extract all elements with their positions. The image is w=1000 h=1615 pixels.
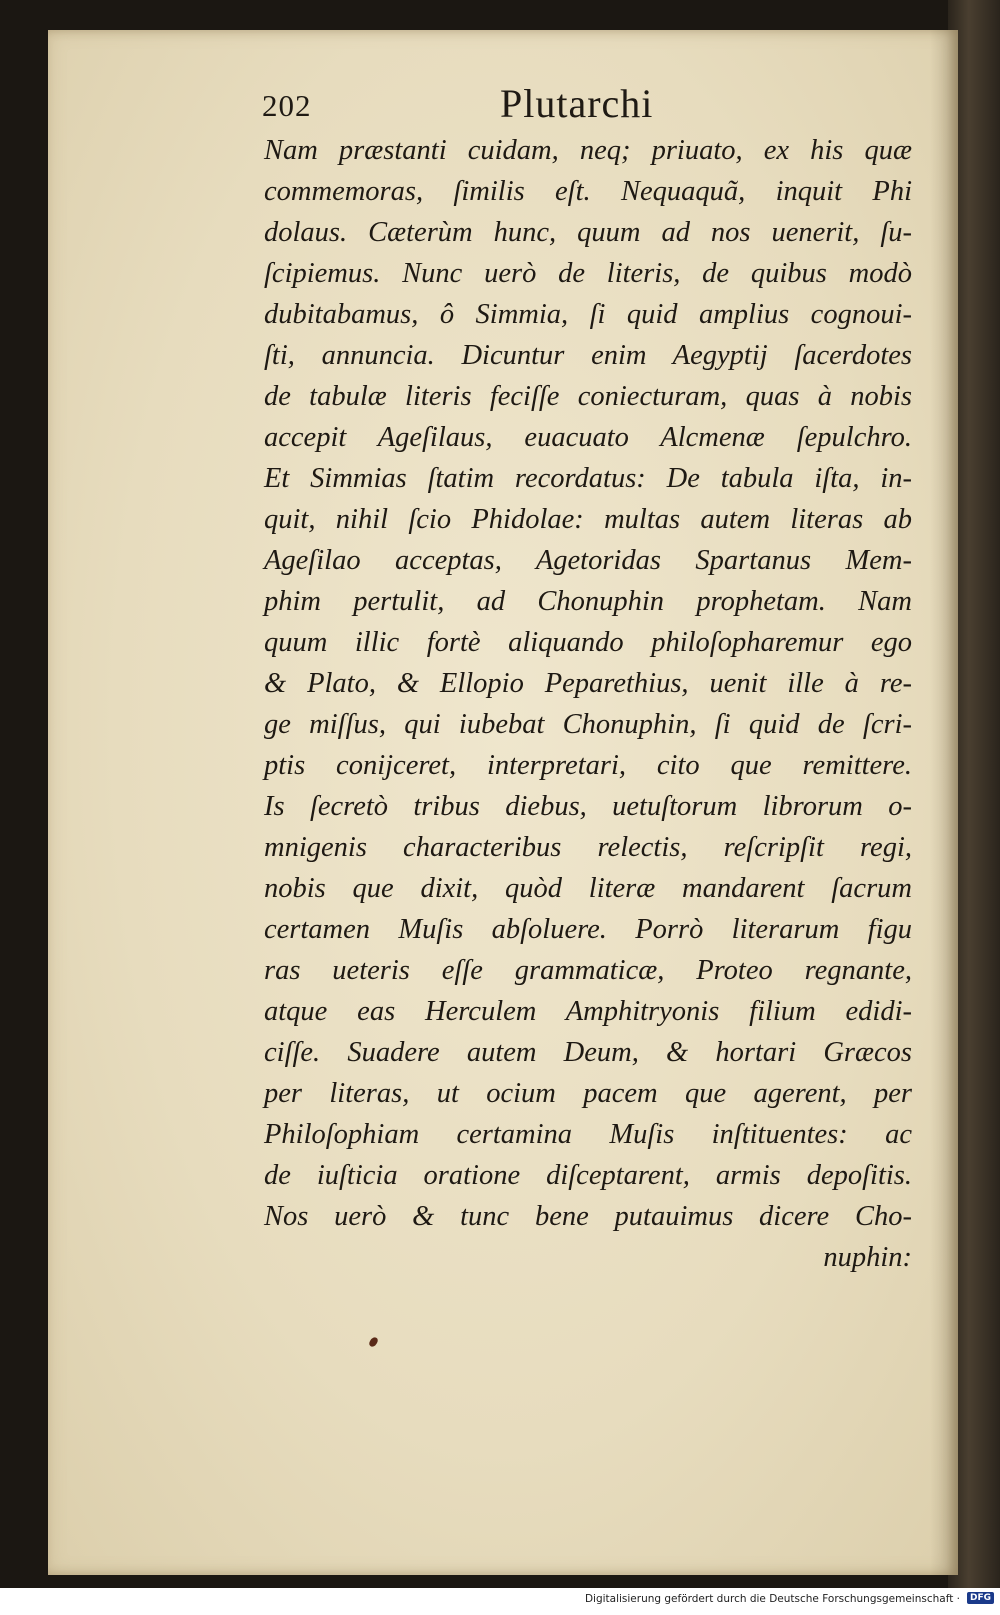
text-line: dolaus. Cæterùm hunc, quum ad nos uenerit, ſu- — [264, 217, 912, 248]
text-line: certamen Muſis abſoluere. Porrò literarum figu — [264, 914, 912, 945]
text-line: ciſſe. Suadere autem Deum, & hortari Græcos — [264, 1037, 912, 1068]
text-line: ſti, annuncia. Dicuntur enim Aegyptij ſacerdotes — [264, 340, 912, 371]
text-line: Ageſilao acceptas, Agetoridas Spartanus Mem- — [264, 545, 912, 576]
text-line: de tabulæ literis feciſſe coniecturam, quas à nobis — [264, 381, 912, 412]
text-line: Philoſophiam certamina Muſis inſtituentes: ac — [264, 1119, 912, 1150]
text-line: ſcipiemus. Nunc uerò de literis, de quibus modò — [264, 258, 912, 289]
text-line: mnigenis characteribus relectis, reſcripſit regi, — [264, 832, 912, 863]
text-line: per literas, ut ocium pacem que agerent, per — [264, 1078, 912, 1109]
text-line: Et Simmias ſtatim recordatus: De tabula iſta, in- — [264, 463, 912, 494]
text-line: dubitabamus, ô Simmia, ſi quid amplius cognoui- — [264, 299, 912, 330]
text-line: atque eas Herculem Amphitryonis filium edidi- — [264, 996, 912, 1027]
text-line: quit, nihil ſcio Phidolae: multas autem literas ab — [264, 504, 912, 535]
text-line: quum illic fortè aliquando philoſopharemur ego — [264, 627, 912, 658]
body-text — [264, 130, 912, 1278]
text-line: de iuſticia oratione diſceptarent, armis depoſitis. — [264, 1160, 912, 1191]
text-line: ptis conijceret, interpretari, cito que remittere. — [264, 750, 912, 781]
dfg-logo: DFG — [967, 1592, 994, 1604]
text-line: Nos uerò & tunc bene putauimus dicere Cho- — [264, 1201, 912, 1232]
text-line: ge miſſus, qui iubebat Chonuphin, ſi quid de ſcri- — [264, 709, 912, 740]
text-line: ras ueteris eſſe grammaticæ, Proteo regnante, — [264, 955, 912, 986]
text-line: commemoras, ſimilis eſt. Nequaquã, inquit Phi — [264, 176, 912, 207]
running-title: Plutarchi — [500, 81, 654, 126]
text-line: nobis que dixit, quòd literæ mandarent ſacrum — [264, 873, 912, 904]
text-line: Nam præstanti cuidam, neq; priuato, ex his quæ — [264, 135, 912, 166]
text-line: phim pertulit, ad Chonuphin prophetam. Nam — [264, 586, 912, 617]
footer-bar — [0, 1588, 1000, 1615]
text-line: & Plato, & Ellopio Peparethius, uenit ille à re- — [264, 668, 912, 699]
page-gutter-shadow — [930, 30, 958, 1575]
footer-credit: Digitalisierung gefördert durch die Deutsche Forschungsgemeinschaft · — [584, 1593, 960, 1605]
page-number: 202 — [262, 88, 312, 123]
text-line: accepit Ageſilaus, euacuato Alcmenæ ſepulchro. — [264, 422, 912, 453]
text-line: Is ſecretò tribus diebus, uetuſtorum librorum o- — [264, 791, 912, 822]
catchword: nuphin: — [823, 1242, 912, 1273]
